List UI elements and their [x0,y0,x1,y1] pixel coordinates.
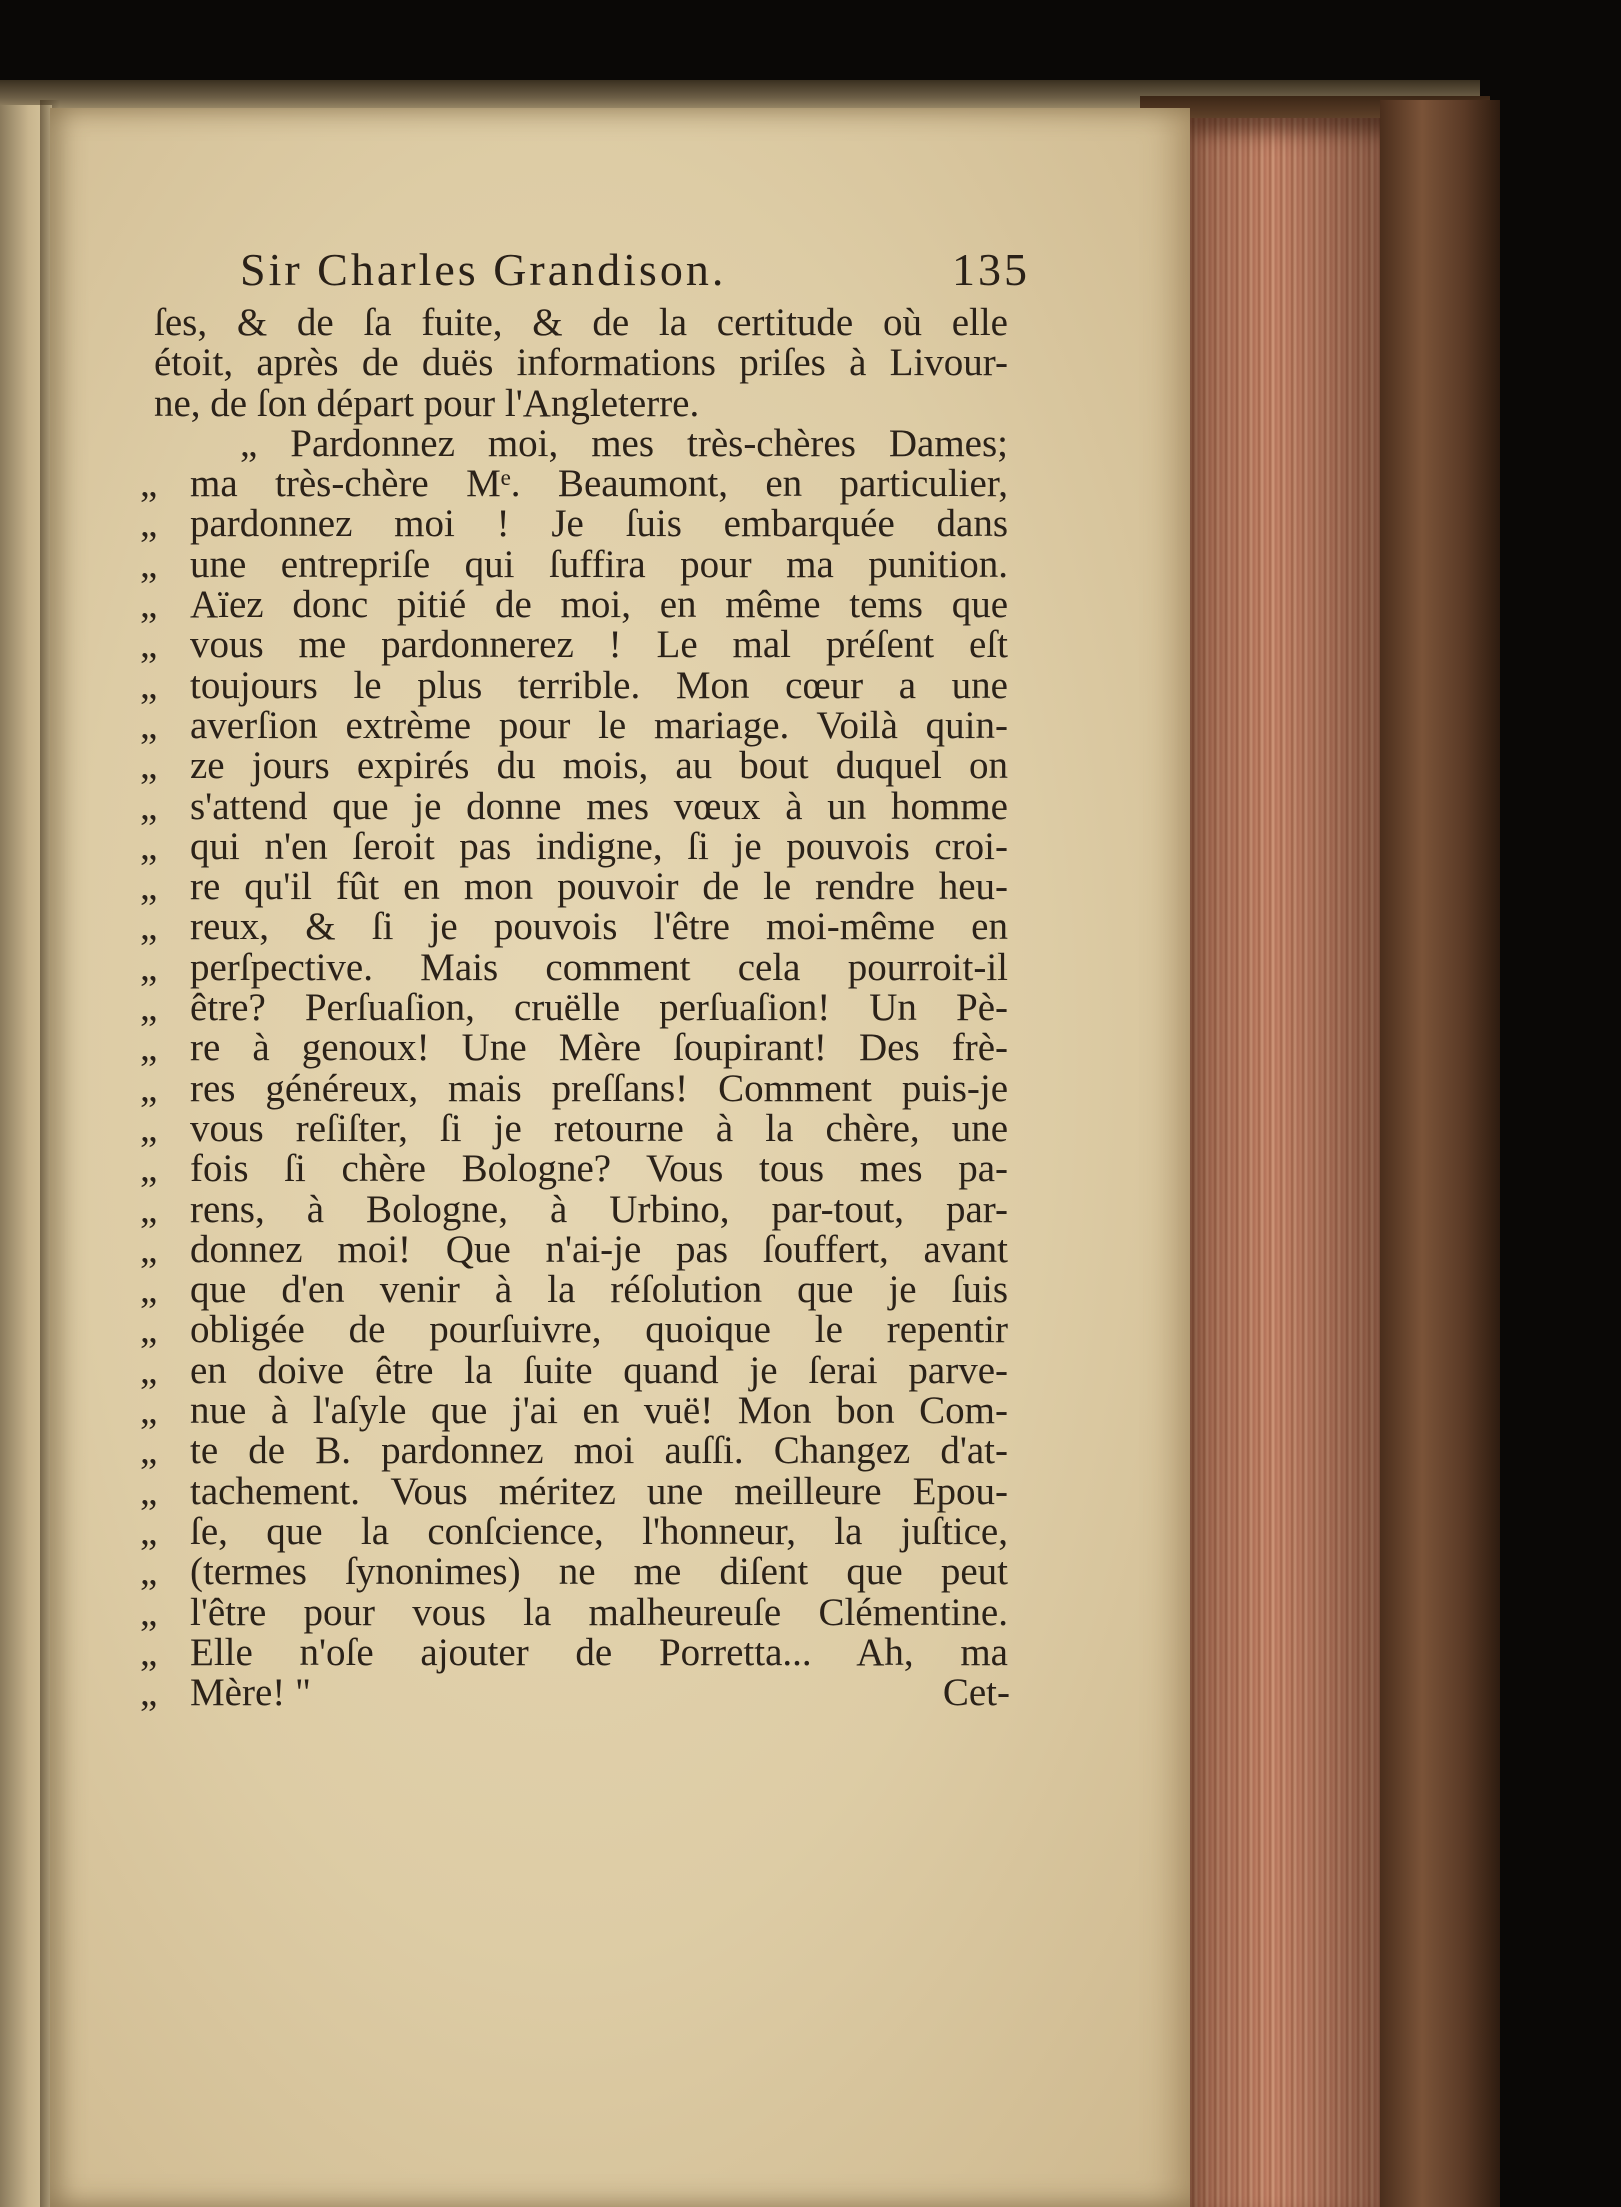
text-line [140,1106,1010,1150]
line-text: ma très-chère Mᵉ. Beaumont, en particulier, [190,462,1008,506]
quote-mark: „ [140,1550,158,1594]
quote-mark: „ [140,945,158,989]
line-text: Mère! " [190,1671,311,1715]
quote-mark: „ [140,1268,158,1312]
text-line [140,343,1010,383]
line-text: ſes, & de ſa fuite, & de la certitude où elle [154,301,1008,344]
quote-mark: „ [140,986,158,1030]
quote-mark: „ [140,623,158,667]
line-text: res généreux, mais preſſans! Comment puis-je [190,1066,1008,1110]
line-text: te de B. pardonnez moi auſſi. Changez d'at- [190,1429,1008,1473]
text-line [140,1673,1010,1713]
text-line [140,1028,1010,1068]
quote-mark: „ [140,865,158,909]
quote-mark: „ [140,1671,158,1715]
text-line [140,381,1010,425]
text-line [140,1469,1010,1513]
text-line [140,784,1010,828]
line-text: pardonnez moi ! Je ſuis embarquée dans [190,502,1008,546]
text-line [140,504,1010,544]
text-line [140,1509,1010,1553]
line-text: averſion extrème pour le mariage. Voilà quin- [190,703,1008,747]
body-text [140,303,1010,1713]
line-text: donnez moi! Que n'ai-je pas ſouffert, avant [190,1227,1008,1271]
text-line [140,464,1010,504]
quote-mark: „ [140,1308,158,1352]
line-text: re à genoux! Une Mère ſoupirant! Des frè- [190,1026,1008,1070]
text-line [140,746,1010,786]
quote-mark: „ [140,1469,158,1513]
text-line [140,1431,1010,1471]
text-line [140,625,1010,665]
quote-mark: „ [140,462,158,506]
line-text: (termes ſynonimes) ne me diſent que peut [190,1550,1008,1594]
running-title: Sir Charles Grandison. [240,244,727,295]
line-text: fois ſi chère Bologne? Vous tous mes pa- [190,1147,1008,1191]
catchword: Cet- [942,1671,1010,1715]
running-head [240,243,1030,303]
line-text: ze jours expirés du mois, au bout duquel on [190,744,1008,788]
text-line [140,988,1010,1028]
fore-edge-shade [1188,118,1398,2207]
quote-mark: „ [140,1066,158,1110]
quote-mark: „ [140,1106,158,1150]
text-line [140,1149,1010,1189]
line-text: nue à l'aſyle que j'ai en vuë! Mon bon Com- [190,1389,1008,1433]
text-line [140,1590,1010,1634]
line-text: obligée de pourſuivre, quoique le repentir [190,1308,1008,1352]
quote-mark: „ [140,583,158,627]
line-text: que d'en venir à la réſolution que je ſuis [190,1268,1008,1312]
line-text: reux, & ſi je pouvois l'être moi-même en [190,905,1008,949]
quote-mark: „ [140,744,158,788]
quote-mark: „ [140,905,158,949]
text-line [140,663,1010,707]
quote-mark: „ [140,784,158,828]
line-text: vous me pardonnerez ! Le mal préſent eſt [190,623,1008,667]
quote-mark: „ [140,824,158,868]
line-text: s'attend que je donne mes vœux à un homme [190,784,1008,828]
text-line [140,867,1010,907]
text-line [140,824,1010,868]
quote-mark: „ [140,1026,158,1070]
text-line [140,1066,1010,1110]
line-text: l'être pour vous la malheureuſe Clémentine. [190,1590,1008,1634]
leather-cover [1380,100,1500,2207]
line-text: perſpective. Mais comment cela pourroit-il [190,945,1008,989]
text-line [140,421,1010,465]
text-line [140,703,1010,747]
line-text: une entrepriſe qui ſuffira pour ma punition. [190,542,1008,586]
quote-mark: „ [140,1147,158,1191]
text-line [140,1391,1010,1431]
quote-mark: „ [140,1389,158,1433]
text-line [140,907,1010,947]
line-text: re qu'il fût en mon pouvoir de le rendre heu- [190,865,1008,909]
quote-mark: „ [140,1429,158,1473]
line-text: Aïez donc pitié de moi, en même tems que [190,583,1008,627]
quote-mark: „ [140,1509,158,1553]
text-line [140,303,1010,343]
line-text: „ Pardonnez moi, mes très-chères Dames; [240,421,1008,465]
line-text: vous reſiſter, ſi je retourne à la chère, une [190,1106,1008,1150]
line-text: tachement. Vous méritez une meilleure Epou- [190,1469,1008,1513]
quote-mark: „ [140,663,158,707]
text-line [140,542,1010,586]
quote-mark: „ [140,1630,158,1674]
text-line [140,585,1010,625]
quote-mark: „ [140,1348,158,1392]
line-text: être? Perſuaſion, cruëlle perſuaſion! Un Pè- [190,986,1008,1030]
line-text: ne, de ſon départ pour l'Angleterre. [154,381,700,425]
line-text: qui n'en ſeroit pas indigne, ſi je pouvois croi- [190,824,1008,868]
quote-mark: „ [140,1187,158,1231]
text-line [140,945,1010,989]
text-line [140,1630,1010,1674]
quote-mark: „ [140,542,158,586]
text-line [140,1270,1010,1310]
text-line [140,1348,1010,1392]
line-text: rens, à Bologne, à Urbino, par-tout, par- [190,1187,1008,1231]
line-text: toujours le plus terrible. Mon cœur a une [190,663,1008,707]
quote-mark: „ [140,1590,158,1634]
line-text: en doive être la ſuite quand je ſerai parve- [190,1348,1008,1392]
page-number: 135 [952,244,1030,295]
text-line [140,1552,1010,1592]
quote-mark: „ [140,703,158,747]
text-line [140,1227,1010,1271]
text-line [140,1187,1010,1231]
text-line [140,1310,1010,1350]
line-text: Elle n'oſe ajouter de Porretta... Ah, ma [190,1630,1008,1674]
line-text: étoit, après de duës informations priſes à Livour- [154,341,1008,385]
line-text: ſe, que la conſcience, l'honneur, la juſtice, [190,1509,1008,1553]
quote-mark: „ [140,1227,158,1271]
quote-mark: „ [140,502,158,546]
